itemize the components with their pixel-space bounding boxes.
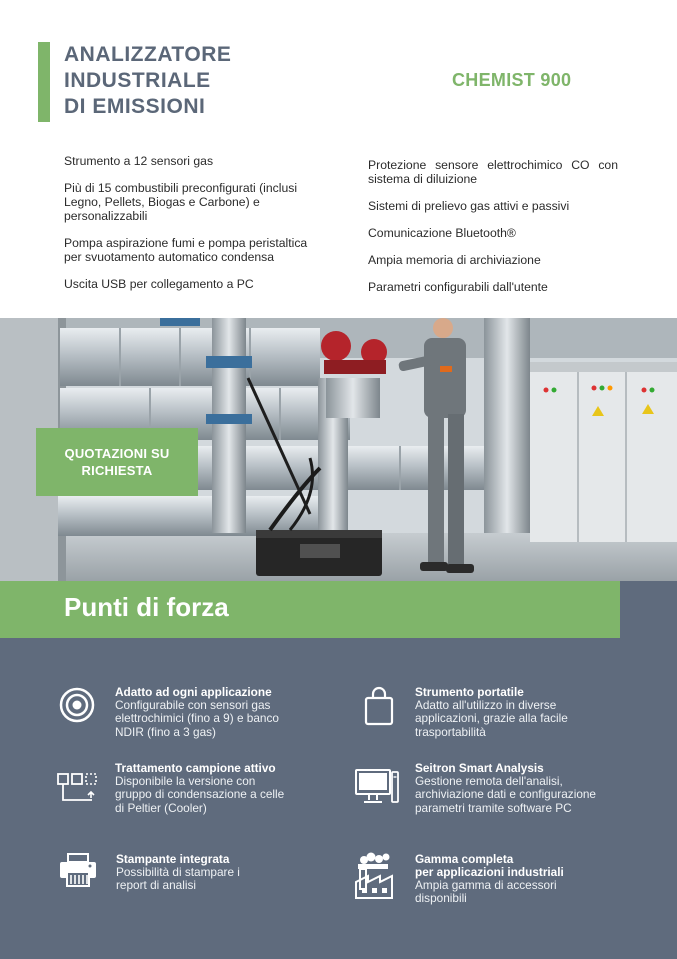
- strength-title: Trattamento campione attivo: [115, 761, 276, 775]
- strength-desc: Disponibile la versione con gruppo di condensazione a celle di Peltier (Cooler): [115, 774, 285, 815]
- strength-title: Seitron Smart Analysis: [415, 761, 544, 775]
- feature-item: Pompa aspirazione fumi e pompa peristaltica per svuotamento automatico condensa: [64, 236, 308, 264]
- printer-icon: [58, 852, 98, 893]
- strength-title-line-2: per applicazioni industriali: [415, 865, 564, 879]
- page-title: [64, 42, 324, 120]
- feature-item: Comunicazione Bluetooth®: [368, 226, 516, 240]
- title-line-1: ANALIZZATORE: [64, 43, 232, 66]
- feature-item: Protezione sensore elettrochimico CO con sistema di diluizione: [368, 158, 618, 186]
- feature-item: Più di 15 combustibili preconfigurati (inclusi Legno, Pellets, Biogas e Carbone) e personalizzabili: [64, 181, 298, 223]
- target-icon: [58, 686, 96, 729]
- quote-request-box: [36, 428, 198, 496]
- strength-title: Adatto ad ogni applicazione: [115, 685, 272, 699]
- quote-line-1: QUOTAZIONI SU: [64, 446, 170, 461]
- strength-title: Stampante integrata: [116, 852, 230, 866]
- feature-item: Sistemi di prelievo gas attivi e passivi: [368, 199, 570, 213]
- title-line-2: INDUSTRIALE: [64, 69, 211, 92]
- factory-icon: [354, 852, 400, 905]
- title-line-3: DI EMISSIONI: [64, 95, 206, 118]
- strength-desc: Gestione remota dell'analisi, archiviazione dati e configurazione parametri tramite software PC: [415, 774, 596, 815]
- computer-icon: [354, 768, 400, 811]
- strengths-title: Punti di forza: [64, 592, 229, 622]
- strength-desc: Configurabile con sensori gas elettrochimici (fino a 9) e banco NDIR (fino a 3 gas): [115, 698, 279, 739]
- accent-bar: [38, 42, 50, 122]
- features-left-list: [64, 154, 326, 304]
- shopping-bag-icon: [362, 686, 396, 731]
- strength-title: Strumento portatile: [415, 685, 524, 699]
- strength-desc: Adatto all'utilizzo in diverse applicazioni, grazie alla facile trasportabilità: [415, 698, 568, 739]
- strength-desc: Possibilità di stampare i report di analisi: [116, 865, 240, 893]
- quote-line-2: RICHIESTA: [81, 463, 153, 478]
- feature-item: Parametri configurabili dall'utente: [368, 280, 548, 294]
- feature-item: Uscita USB per collegamento a PC: [64, 277, 254, 291]
- feature-item: Ampia memoria di archiviazione: [368, 253, 541, 267]
- strength-desc: Ampia gamma di accessori disponibili: [415, 878, 557, 906]
- sample-treatment-icon: [56, 772, 98, 809]
- feature-item: Strumento a 12 sensori gas: [64, 154, 214, 168]
- strength-title: Gamma completa: [415, 852, 514, 866]
- features-right-list: [368, 158, 618, 307]
- product-name: CHEMIST 900: [452, 70, 572, 90]
